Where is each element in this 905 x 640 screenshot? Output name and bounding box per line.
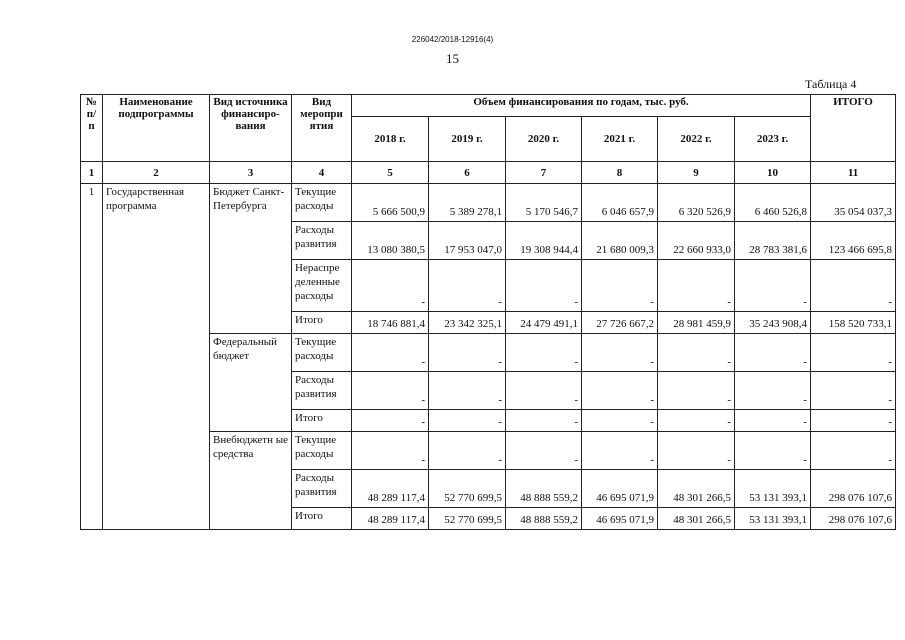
row-total: - — [811, 410, 896, 432]
year-value: 6 320 526,9 — [658, 184, 735, 222]
year-value: - — [582, 334, 658, 372]
year-value: - — [658, 334, 735, 372]
table-row — [81, 184, 896, 222]
col-header-num: № п/п — [81, 95, 103, 162]
row-number: 1 — [81, 184, 103, 530]
year-value: 23 342 325,1 — [429, 312, 506, 334]
document-id: 226042/2018-12916(4) — [411, 35, 494, 44]
col-header-year: 2022 г. — [658, 117, 735, 162]
year-value: 19 308 944,4 — [506, 222, 582, 260]
year-value: - — [506, 432, 582, 470]
year-value: 5 666 500,9 — [352, 184, 429, 222]
year-value: - — [352, 372, 429, 410]
activity-type: Итого — [292, 410, 352, 432]
column-number: 5 — [352, 162, 429, 184]
year-value: - — [582, 260, 658, 312]
year-value: - — [352, 410, 429, 432]
funding-source: Внебюджетн ые средства — [210, 432, 292, 530]
year-value: 46 695 071,9 — [582, 470, 658, 508]
year-value: 17 953 047,0 — [429, 222, 506, 260]
year-value: 6 046 657,9 — [582, 184, 658, 222]
page-number: 15 — [446, 51, 459, 66]
row-total: 35 054 037,3 — [811, 184, 896, 222]
col-header-activity: Вид меропри ятия — [292, 95, 352, 162]
year-value: - — [429, 410, 506, 432]
col-header-total: ИТОГО — [811, 95, 896, 162]
funding-source: Бюджет Санкт-Петербурга — [210, 184, 292, 334]
year-value: 48 301 266,5 — [658, 508, 735, 530]
year-value: - — [506, 410, 582, 432]
col-header-year: 2018 г. — [352, 117, 429, 162]
column-number: 4 — [292, 162, 352, 184]
year-value: - — [582, 372, 658, 410]
year-value: 22 660 933,0 — [658, 222, 735, 260]
header-row — [81, 95, 896, 117]
col-header-funding-group: Объем финансирования по годам, тыс. руб. — [352, 95, 811, 117]
row-total: - — [811, 260, 896, 312]
activity-type: Расходы развития — [292, 470, 352, 508]
column-number: 2 — [103, 162, 210, 184]
activity-type: Текущие расходы — [292, 432, 352, 470]
activity-type: Расходы развития — [292, 372, 352, 410]
activity-type: Текущие расходы — [292, 334, 352, 372]
year-value: 53 131 393,1 — [735, 470, 811, 508]
year-value: 48 888 559,2 — [506, 470, 582, 508]
table-caption: Таблица 4 — [805, 77, 857, 91]
year-value: 18 746 881,4 — [352, 312, 429, 334]
year-value: - — [506, 334, 582, 372]
year-value: 52 770 699,5 — [429, 508, 506, 530]
col-header-year: 2023 г. — [735, 117, 811, 162]
year-value: - — [582, 432, 658, 470]
year-value: - — [658, 260, 735, 312]
year-value: 46 695 071,9 — [582, 508, 658, 530]
year-value: 28 981 459,9 — [658, 312, 735, 334]
row-total: - — [811, 432, 896, 470]
row-total: 298 076 107,6 — [811, 508, 896, 530]
column-number: 10 — [735, 162, 811, 184]
year-value: - — [735, 334, 811, 372]
activity-type: Итого — [292, 312, 352, 334]
column-number: 6 — [429, 162, 506, 184]
year-value: 21 680 009,3 — [582, 222, 658, 260]
year-value: 53 131 393,1 — [735, 508, 811, 530]
col-header-source: Вид источника финансиро-вания — [210, 95, 292, 162]
year-value: - — [658, 410, 735, 432]
year-value: 13 080 380,5 — [352, 222, 429, 260]
year-value: - — [506, 372, 582, 410]
year-value: 48 289 117,4 — [352, 508, 429, 530]
year-value: 6 460 526,8 — [735, 184, 811, 222]
year-value: - — [658, 372, 735, 410]
year-value: - — [658, 432, 735, 470]
year-value: - — [429, 334, 506, 372]
col-header-year: 2019 г. — [429, 117, 506, 162]
year-value: 5 389 278,1 — [429, 184, 506, 222]
column-number: 8 — [582, 162, 658, 184]
activity-type: Нераспре деленные расходы — [292, 260, 352, 312]
column-number-row — [81, 162, 896, 184]
row-total: 123 466 695,8 — [811, 222, 896, 260]
funding-source: Федеральный бюджет — [210, 334, 292, 432]
row-total: - — [811, 334, 896, 372]
year-value: 24 479 491,1 — [506, 312, 582, 334]
row-total: 298 076 107,6 — [811, 470, 896, 508]
activity-type: Итого — [292, 508, 352, 530]
year-value: - — [506, 260, 582, 312]
year-value: - — [429, 432, 506, 470]
column-number: 1 — [81, 162, 103, 184]
year-value: - — [352, 260, 429, 312]
funding-table — [80, 94, 896, 530]
subprogram-name: Государственная программа — [103, 184, 210, 530]
year-value: - — [429, 372, 506, 410]
column-number: 7 — [506, 162, 582, 184]
column-number: 9 — [658, 162, 735, 184]
col-header-subprogram: Наименование подпрограммы — [103, 95, 210, 162]
year-value: 48 888 559,2 — [506, 508, 582, 530]
activity-type: Расходы развития — [292, 222, 352, 260]
year-value: - — [582, 410, 658, 432]
activity-type: Текущие расходы — [292, 184, 352, 222]
year-value: 52 770 699,5 — [429, 470, 506, 508]
year-value: 5 170 546,7 — [506, 184, 582, 222]
year-value: - — [735, 260, 811, 312]
year-value: - — [735, 372, 811, 410]
col-header-year: 2021 г. — [582, 117, 658, 162]
year-value: - — [429, 260, 506, 312]
year-value: 35 243 908,4 — [735, 312, 811, 334]
year-value: 48 301 266,5 — [658, 470, 735, 508]
col-header-year: 2020 г. — [506, 117, 582, 162]
year-value: - — [352, 334, 429, 372]
year-value: 27 726 667,2 — [582, 312, 658, 334]
year-value: - — [735, 410, 811, 432]
row-total: 158 520 733,1 — [811, 312, 896, 334]
column-number: 11 — [811, 162, 896, 184]
row-total: - — [811, 372, 896, 410]
year-value: - — [352, 432, 429, 470]
year-value: 48 289 117,4 — [352, 470, 429, 508]
column-number: 3 — [210, 162, 292, 184]
year-value: - — [735, 432, 811, 470]
year-value: 28 783 381,6 — [735, 222, 811, 260]
